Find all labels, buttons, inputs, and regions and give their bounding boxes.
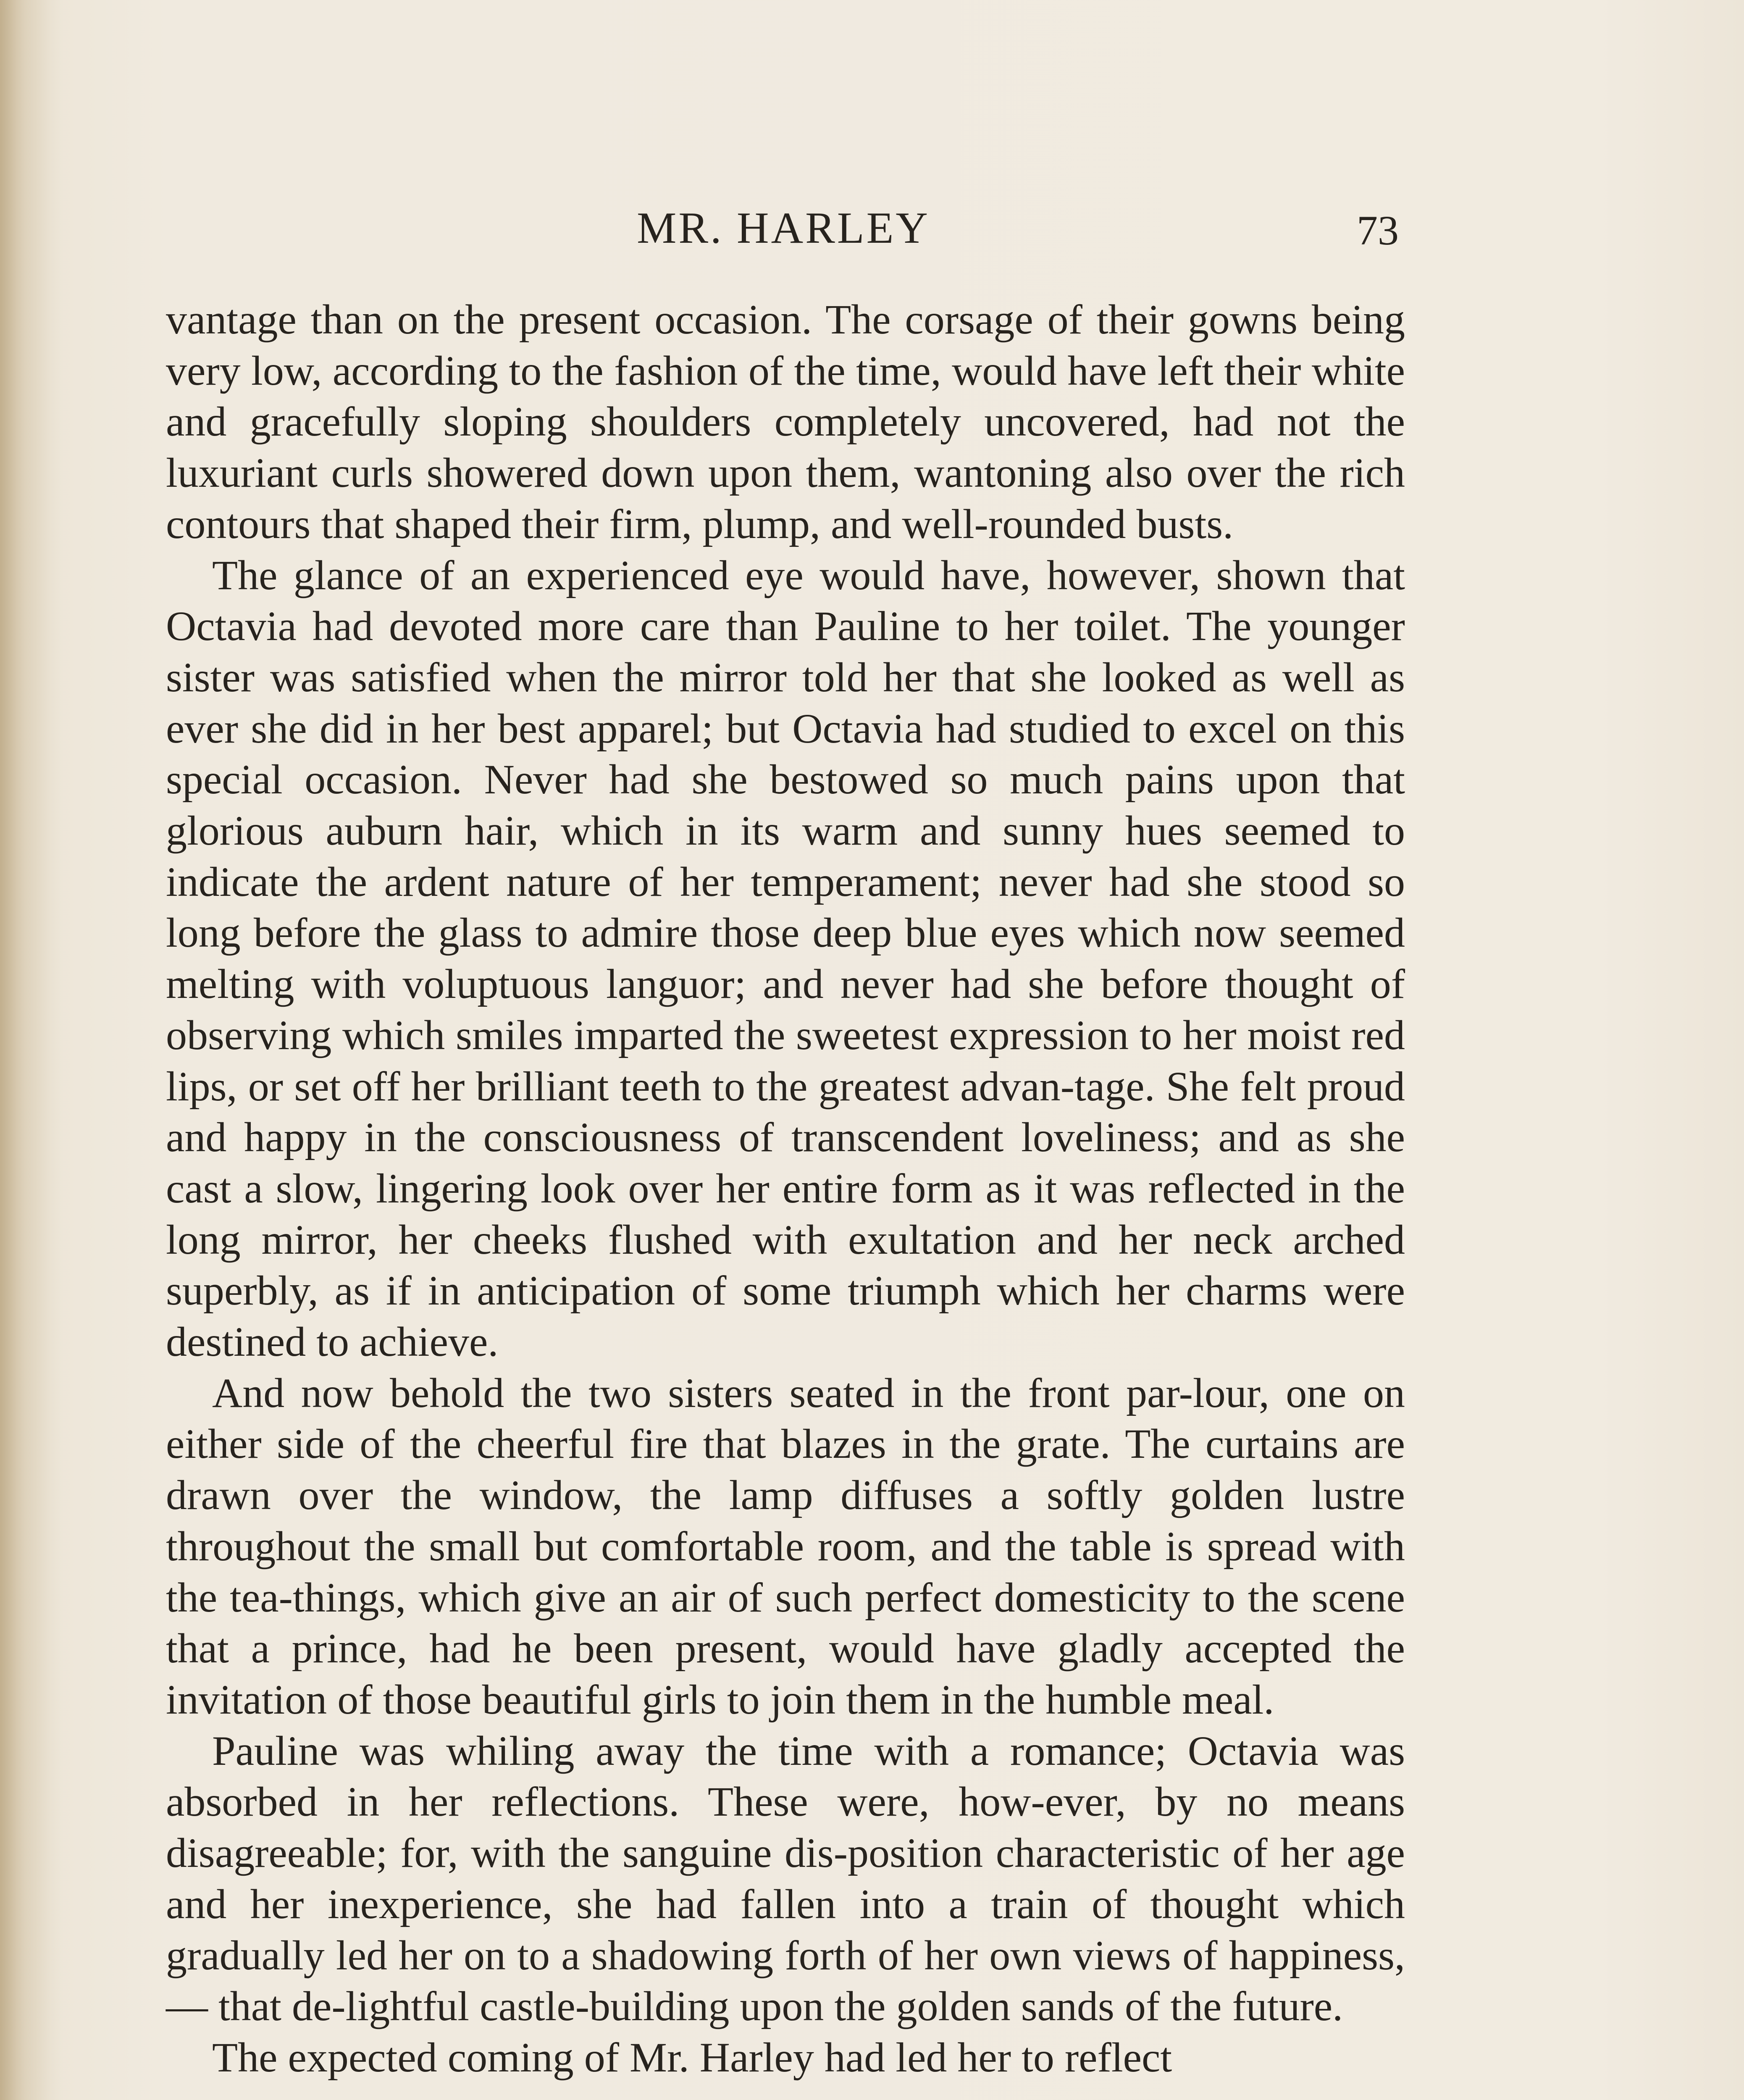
- paragraph: The expected coming of Mr. Harley had led her to reflect: [212, 2034, 1172, 2081]
- running-head: [168, 201, 1399, 260]
- gutter-shadow: [0, 0, 63, 2100]
- paragraph: vantage than on the present occasion. The corsage of their gowns being very low, according to the fashion of the time, would have left their white and gracefully sloping shoulders completely uncovered, had not the luxuriant curls showered down upon them, wantoning also over the rich contours that shaped their firm, plump, and well-rounded busts.: [166, 296, 1405, 547]
- paragraph: Pauline was whiling away the time with a romance; Octavia was absorbed in her reflections. These were, how-ever, by no means disagreeable; for, with the sanguine dis-position characteristic of her age and her inexperience, she had fallen into a train of thought which gradually led her on to a shadowing forth of her own views of happiness, — that de-lightful castle-building upon the golden sands of the future.: [166, 1727, 1405, 2030]
- running-title: MR. HARLEY: [637, 203, 930, 252]
- paragraph: The glance of an experienced eye would have, however, shown that Octavia had devoted more care than Pauline to her toilet. The younger sister was satisfied when the mirror told her that she looked as well as ever she did in her best apparel; but Octavia had studied to excel on this special occasion. Never had she bestowed so much pains upon that glorious auburn hair, which in its warm and sunny hues seemed to indicate the ardent nature of her temperament; never had she stood so long before the glass to admire those deep blue eyes which now seemed melting with voluptuous languor; and never had she before thought of observing which smiles imparted the sweetest expression to her moist red lips, or set off her brilliant teeth to the greatest advan-tage. She felt proud and happy in the consciousness of transcendent loveliness; and as she cast a slow, lingering look over her entire form as it was reflected in the long mirror, her cheeks flushed with exultation and her neck arched superbly, as if in anticipation of some triumph which her charms were destined to achieve.: [166, 551, 1405, 1365]
- body-text: [166, 294, 1405, 2083]
- page-number: 73: [1357, 207, 1399, 254]
- paragraph: And now behold the two sisters seated in the front par-lour, one on either side of the cheerful fire that blazes in the grate. The curtains are drawn over the window, the lamp diffuses a softly golden lustre throughout the small but comfortable room, and the table is spread with the tea-things, which give an air of such perfect domesticity to the scene that a prince, had he been present, would have gladly accepted the invitation of those beautiful girls to join them in the humble meal.: [166, 1369, 1405, 1723]
